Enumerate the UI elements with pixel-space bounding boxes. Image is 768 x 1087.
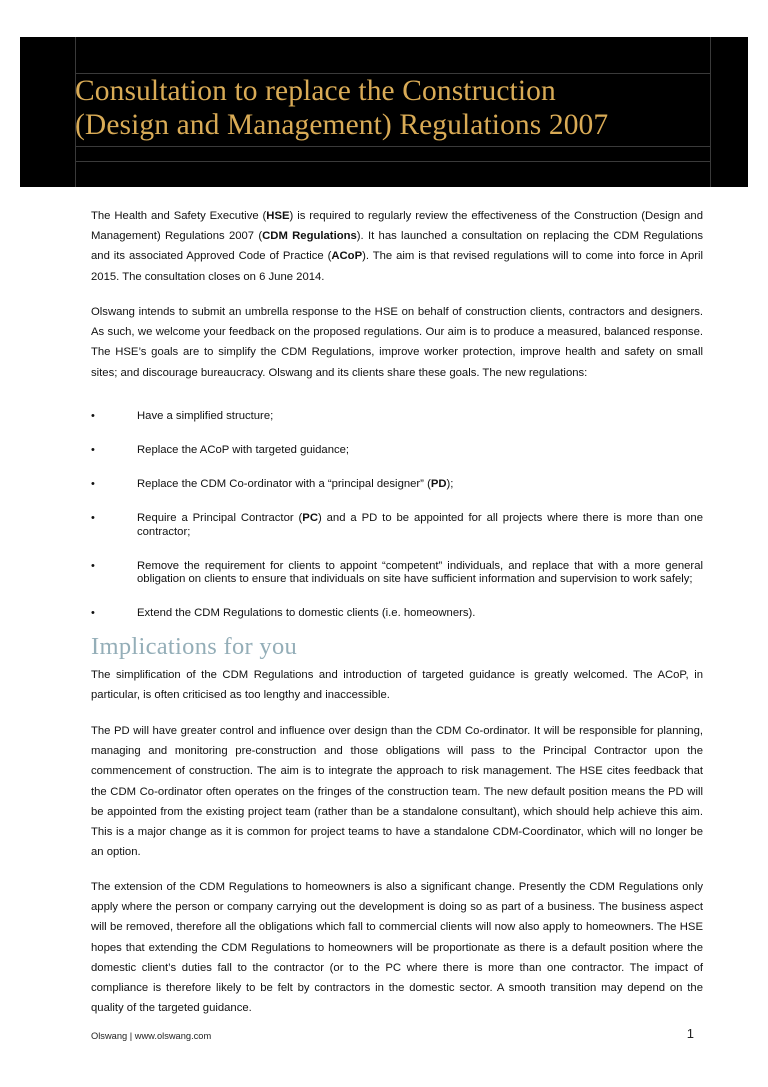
list-item	[91, 478, 703, 492]
title-line-1: Consultation to replace the Construction	[75, 75, 556, 107]
list-item	[91, 410, 703, 424]
banner-rule-bottom	[75, 161, 710, 162]
bullet-icon: •	[91, 410, 95, 422]
list-item	[91, 607, 703, 621]
footer-text: Olswang | www.olswang.com	[91, 1031, 212, 1041]
bold-term: ACoP	[331, 250, 363, 263]
simplification-paragraph: The simplification of the CDM Regulations and introduction of targeted guidance is greatly welcomed. The ACoP, in particular, is often criticised as too lengthy and inaccessible.	[91, 669, 703, 702]
bold-term: PD	[430, 478, 447, 490]
section-heading: Implications for you	[91, 633, 298, 660]
bold-term: PC	[302, 512, 318, 524]
list-item-text: Replace the ACoP with targeted guidance;	[137, 444, 350, 456]
regulations-list	[91, 410, 703, 641]
bullet-icon: •	[91, 444, 95, 456]
bold-term: HSE	[266, 210, 290, 222]
banner-rule-mid	[75, 146, 710, 147]
intro-paragraph: The Health and Safety Executive (HSE) is required to regularly review the effectiveness of the Construction (Design and Management) Regulations 2007 (CDM Regulations). It has launched a consultation on replacing the CDM Regulations and its associated Approved Code of Practice (ACoP). The aim is that revised regulations will to come into force in April 2015. The consultation closes on 6 June 2014.	[91, 210, 704, 283]
homeowners-paragraph: The extension of the CDM Regulations to homeowners is also a significant change. Presently the CDM Regulations only apply where the person or company carrying out the development is doing so as part of a business. The business aspect will be removed, therefore all the obligations which fall to commercial clients will now also apply to homeowners. The HSE hopes that extending the CDM Regulations to homeowners will be proportionate as there is a default position where the domestic client’s duties fall to the contractor (or to the PC where there is more than one contractor. The impact of compliance is therefore likely to be felt by contractors in the domestic sector. A smooth transition may depend on the quality of the targeted guidance.	[91, 881, 703, 1015]
bullet-icon: •	[91, 607, 95, 619]
list-item	[91, 444, 703, 458]
list-item	[91, 560, 703, 587]
list-item-text: Extend the CDM Regulations to domestic clients (i.e. homeowners).	[137, 607, 476, 619]
bullet-icon: •	[91, 478, 95, 490]
list-item-text: Have a simplified structure;	[137, 410, 274, 422]
list-item-text: Require a Principal Contractor (PC) and a PD to be appointed for all projects where there is more than one contractor;	[137, 512, 703, 538]
bullet-icon: •	[91, 512, 95, 524]
list-item-text: Remove the requirement for clients to appoint “competent” individuals, and replace that with a more general obligation on clients to ensure that individuals on site have sufficient information and supervision to work safely;	[137, 559, 703, 585]
document-title	[75, 74, 715, 142]
bullet-icon: •	[91, 559, 95, 572]
bold-term: CDM Regulations	[262, 230, 357, 243]
list-item	[91, 512, 703, 539]
response-paragraph: Olswang intends to submit an umbrella response to the HSE on behalf of construction clients, contractors and designers. As such, we welcome your feedback on the proposed regulations. Our aim is to produce a measured, balanced response. The HSE’s goals are to simplify the CDM Regulations, improve worker protection, improve health and safety on small sites; and discourage bureaucracy. Olswang and its clients share these goals. The new regulations:	[91, 306, 703, 379]
title-line-2: (Design and Management) Regulations 2007	[75, 109, 609, 141]
page-number: 1	[686, 1026, 694, 1041]
pd-paragraph: The PD will have greater control and influence over design than the CDM Co-ordinator. It will be responsible for planning, managing and monitoring pre-construction and those obligations will pass to the Principal Contractor upon the commencement of construction. The aim is to integrate the approach to risk management. The HSE cites feedback that the CDM Co-ordinator often operates on the fringes of the construction team. The new default position means the PD will be appointed from the existing project team (rather than be a standalone consultant), which should help achieve this aim. This is a major change as it is common for project teams to have a standalone CDM-Coordinator, which will no longer be an option.	[91, 725, 703, 859]
list-item-text: Replace the CDM Co-ordinator with a “principal designer” (PD);	[137, 478, 454, 490]
